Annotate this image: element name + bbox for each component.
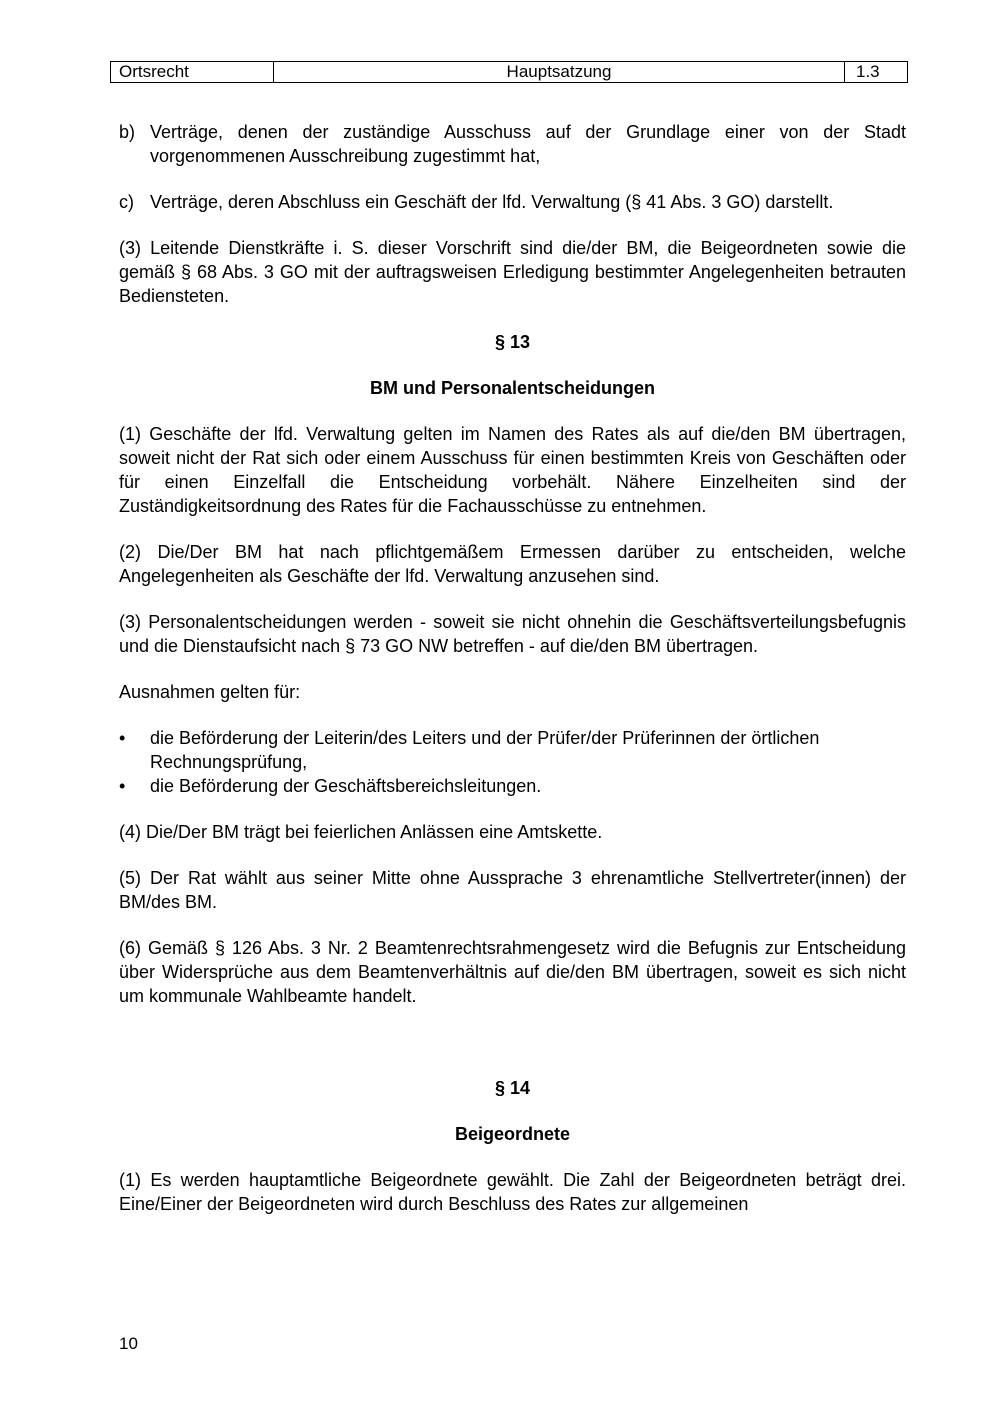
section-13-paragraph-5: (5) Der Rat wählt aus seiner Mitte ohne Aussprache 3 ehrenamtliche Stellvertreter(innen) der BM/des BM. <box>119 868 906 912</box>
section-14-number: § 14 <box>494 1078 531 1098</box>
exceptions-list <box>119 726 906 798</box>
list-item-text: Verträge, denen der zuständige Ausschuss auf der Grundlage einer von der Stadt vorgenommenen Ausschreibung zugestimmt hat, <box>150 122 906 166</box>
page-header-table <box>110 61 908 83</box>
section-13-number: § 13 <box>494 332 531 352</box>
list-item-c <box>119 190 906 214</box>
document-body <box>119 120 906 1238</box>
list-item <box>119 726 906 774</box>
section-13-title: BM und Personalentscheidungen <box>369 378 656 398</box>
list-item <box>119 774 906 798</box>
section-13-paragraph-2: (2) Die/Der BM hat nach pflichtgemäßem Ermessen darüber zu entscheiden, welche Angelegenheiten als Geschäfte der lfd. Verwaltung anzusehen sind. <box>119 542 906 586</box>
bullet-icon: • <box>119 776 126 796</box>
section-13-paragraph-4: (4) Die/Der BM trägt bei feierlichen Anlässen eine Amtskette. <box>119 822 603 842</box>
bullet-text: die Beförderung der Geschäftsbereichsleitungen. <box>150 776 542 796</box>
header-document-title: Hauptsatzung <box>274 62 845 82</box>
list-marker: c) <box>119 192 134 212</box>
paragraph-3-leading-staff: (3) Leitende Dienstkräfte i. S. dieser Vorschrift sind die/der BM, die Beigeordneten sowie die gemäß § 68 Abs. 3 GO mit der auftragsweisen Erledigung bestimmter Angelegenheiten betrauten Bediensteten. <box>119 238 906 306</box>
bullet-icon: • <box>119 728 126 748</box>
exceptions-intro: Ausnahmen gelten für: <box>119 682 301 702</box>
list-item-b <box>119 120 906 168</box>
page-number: 10 <box>119 1334 138 1353</box>
section-spacer <box>119 1030 906 1076</box>
list-marker: b) <box>119 122 136 142</box>
section-13-paragraph-3: (3) Personalentscheidungen werden - soweit sie nicht ohnehin die Geschäftsverteilungsbefugnis und die Dienstaufsicht nach § 73 GO NW betreffen - auf die/den BM übertragen. <box>119 612 906 656</box>
section-13-paragraph-6: (6) Gemäß § 126 Abs. 3 Nr. 2 Beamtenrechtsrahmengesetz wird die Befugnis zur Entscheidung über Widersprüche aus dem Beamtenverhältnis auf die/den BM übertragen, soweit es sich nicht um kommunale Wahlbeamte handelt. <box>119 938 906 1006</box>
section-14-paragraph-1: (1) Es werden hauptamtliche Beigeordnete gewählt. Die Zahl der Beigeordneten beträgt drei. Eine/Einer der Beigeordneten wird durch Beschluss des Rates zur allgemeinen <box>119 1170 906 1214</box>
section-13-paragraph-1: (1) Geschäfte der lfd. Verwaltung gelten im Namen des Rates als auf die/den BM übertragen, soweit nicht der Rat sich oder einem Ausschuss für einen bestimmten Kreis von Geschäften oder für einen Einzelfall die Entscheidung vorbehält. Nähere Einzelheiten sind der Zuständigkeitsordnung des Rates für die Fachausschüsse zu entnehmen. <box>119 424 906 516</box>
bullet-text: die Beförderung der Leiterin/des Leiters und der Prüfer/der Prüferinnen der örtlichen Rechnungsprüfung, <box>150 728 820 772</box>
header-section-number: 1.3 <box>856 62 880 81</box>
header-section-label: Ortsrecht <box>111 62 274 82</box>
list-item-text: Verträge, deren Abschluss ein Geschäft der lfd. Verwaltung (§ 41 Abs. 3 GO) darstellt. <box>150 192 834 212</box>
section-14-title: Beigeordnete <box>454 1124 571 1144</box>
